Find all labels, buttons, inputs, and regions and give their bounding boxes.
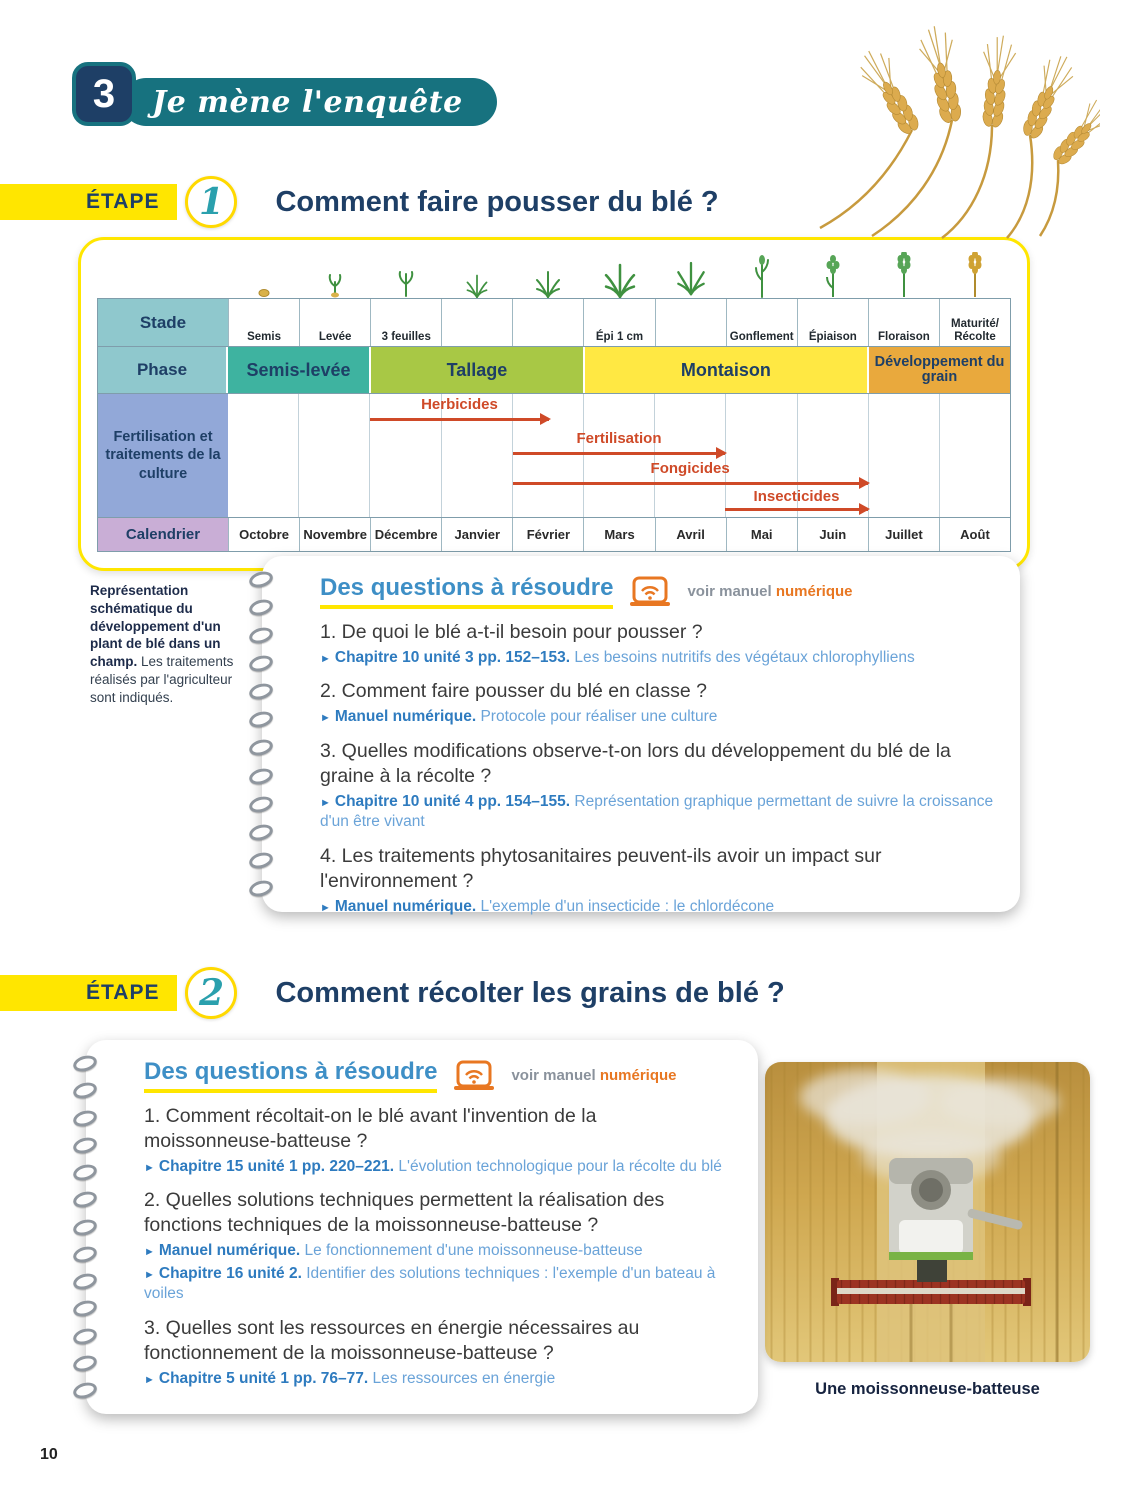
question-ref [144, 1264, 732, 1305]
growth-stage-icons-row [97, 248, 1011, 298]
fertilisation-label: Fertilisation [576, 430, 662, 447]
see-manual-text: voir manuel [511, 1067, 596, 1084]
phase-row [98, 347, 1010, 394]
spiral-ring [71, 1298, 98, 1319]
spiral-ring [71, 1216, 98, 1237]
page-title-banner [122, 78, 497, 126]
etape-1-number-badge [185, 176, 237, 228]
spiral-ring [247, 653, 274, 674]
month-cell: Mars [583, 518, 654, 551]
spiral-ring [247, 681, 274, 702]
ref-marker-icon: ► [320, 712, 331, 725]
stade-cell: Gonflement [726, 299, 797, 346]
question-ref [320, 897, 994, 917]
spiral-ring [247, 597, 274, 618]
questions-box-2 [86, 1040, 758, 1414]
diagram-caption-bold: Représentation schématique du développement d'un plant de blé dans un champ. [90, 583, 221, 670]
stem-extension-icon [655, 258, 726, 298]
spiral-ring [247, 709, 274, 730]
ref-marker-icon: ► [144, 1373, 155, 1386]
see-manual-accent: numérique [775, 583, 853, 600]
question-text: 4. Les traitements phytosanitaires peuvent-ils avoir un impact sur l'environnement ? [320, 844, 882, 892]
etape-2-number: 2 [198, 972, 224, 1014]
spiral-binding [249, 572, 273, 896]
spiral-ring [71, 1135, 98, 1156]
question-ref [320, 792, 994, 833]
ref-chapter: Manuel numérique. [158, 1242, 301, 1260]
stade-cell: 3 feuilles [370, 299, 441, 346]
spiral-ring [247, 794, 274, 815]
phase-row-label: Phase [98, 347, 228, 393]
ref-chapter: Chapitre 10 unité 3 pp. 152–153. [334, 648, 571, 666]
treatments-grid-lines [228, 394, 1010, 517]
ref-marker-icon: ► [144, 1268, 155, 1281]
ref-chapter: Chapitre 5 unité 1 pp. 76–77. [158, 1369, 369, 1387]
spiral-ring [247, 878, 274, 899]
ref-chapter: Chapitre 15 unité 1 pp. 220–221. [158, 1157, 395, 1175]
phase-cell-montaison: Montaison [583, 347, 867, 393]
spiral-ring [71, 1162, 98, 1183]
booting-stem-icon [726, 254, 797, 298]
etape-1-heading: Comment faire pousser du blé ? [275, 185, 719, 218]
ref-description: L'évolution technologique pour la récolte du blé [398, 1157, 722, 1175]
see-digital-manual-note [687, 583, 852, 600]
questions-title: Des questions à résoudre [144, 1058, 437, 1093]
chapter-number-badge [72, 62, 136, 126]
heading-ear-icon [798, 254, 869, 298]
stade-cell [655, 299, 726, 346]
ref-description: Le fonctionnement d'une moissonneuse-batteuse [304, 1242, 643, 1260]
see-manual-accent: numérique [599, 1067, 677, 1084]
question-ref [320, 648, 994, 668]
photo-caption: Une moissonneuse-batteuse [815, 1380, 1040, 1398]
questions-header [144, 1058, 732, 1093]
fongicides-label: Fongicides [650, 460, 730, 477]
questions-header [320, 574, 994, 609]
calendar-row [98, 518, 1010, 551]
page-number: 10 [40, 1446, 58, 1463]
ref-description: L'exemple d'un insecticide : le chlordécone [480, 897, 775, 915]
stade-cell: Maturité/ Récolte [939, 299, 1010, 346]
etape-2-header [0, 967, 785, 1019]
combine-harvester-photo [765, 1062, 1090, 1362]
herbicides-arrow [370, 418, 548, 421]
month-cell: Novembre [299, 518, 370, 551]
phase-cell-developpement: Développement du grain [867, 347, 1010, 393]
tillering-small-icon [442, 272, 513, 298]
etape-2-heading: Comment récolter les grains de blé ? [275, 976, 785, 1009]
wifi-laptop-icon [629, 576, 671, 608]
ref-chapter: Manuel numérique. [334, 897, 477, 915]
questions-title: Des questions à résoudre [320, 574, 613, 609]
question-text: 3. Quelles sont les ressources en énergie nécessaires au fonctionnement de la moissonneuse-batteuse ? [144, 1316, 640, 1364]
calendar-row-label: Calendrier [98, 518, 228, 551]
etape-1-number: 1 [198, 181, 224, 223]
ref-marker-icon: ► [320, 796, 331, 809]
stade-cell: Floraison [868, 299, 939, 346]
ref-marker-icon: ► [144, 1246, 155, 1259]
question-ref [320, 707, 994, 727]
herbicides-label: Herbicides [421, 396, 498, 413]
month-cell: Octobre [228, 518, 299, 551]
spiral-ring [71, 1080, 98, 1101]
ref-description: Les besoins nutritifs des végétaux chlorophylliens [574, 648, 915, 666]
stade-cell: Semis [228, 299, 299, 346]
chapter-number: 3 [92, 71, 116, 116]
spiral-ring [71, 1271, 98, 1292]
seed-icon [228, 288, 299, 298]
golden-ear-icon [940, 252, 1011, 298]
diagram-caption-text: Les traitements réalisés par l'agriculteur sont indiqués. [90, 654, 234, 705]
stade-cell [512, 299, 583, 346]
green-ear-icon [869, 252, 940, 298]
stade-row [98, 299, 1010, 347]
ref-chapter: Manuel numérique. [334, 708, 477, 726]
stade-cell: Épi 1 cm [583, 299, 654, 346]
spiral-ring [247, 625, 274, 646]
phase-cell-semis-levee: Semis-levée [228, 347, 369, 393]
spiral-ring [71, 1353, 98, 1374]
spiral-binding [73, 1056, 97, 1398]
insecticides-arrow [725, 508, 867, 511]
question-ref [144, 1369, 732, 1389]
spiral-ring [71, 1325, 98, 1346]
treatments-row-label: Fertilisation et traitements de la culture [98, 394, 228, 517]
ref-description: Protocole pour réaliser une culture [480, 708, 718, 726]
ref-chapter: Chapitre 16 unité 2. [158, 1264, 302, 1282]
etape-2-number-badge [185, 967, 237, 1019]
ref-description: Les ressources en énergie [372, 1369, 556, 1387]
page-title: Je mène l'enquête [152, 84, 463, 120]
treatments-row [98, 394, 1010, 518]
spiral-ring [71, 1053, 98, 1074]
etape-1-label: ÉTAPE [0, 184, 177, 220]
ref-marker-icon: ► [144, 1161, 155, 1174]
month-cell: Janvier [441, 518, 512, 551]
spiral-ring [247, 766, 274, 787]
questions-box-1 [262, 556, 1020, 915]
spiral-ring [247, 822, 274, 843]
ref-description: Représentation graphique permettant de suivre la croissance d'un être vivant [320, 792, 994, 831]
insecticides-label: Insecticides [753, 488, 840, 505]
spiral-ring [71, 1244, 98, 1265]
question-text: 2. Quelles solutions techniques permettent la réalisation des fonctions techniques de la moissonneuse-batteuse ? [144, 1189, 665, 1237]
fertilisation-arrow [513, 452, 726, 455]
month-cell: Février [512, 518, 583, 551]
diagram-caption [90, 582, 245, 707]
wheat-development-diagram [78, 237, 1030, 571]
question-ref [144, 1241, 732, 1261]
spiral-ring [247, 737, 274, 758]
month-cell: Juin [797, 518, 868, 551]
spiral-ring [247, 850, 274, 871]
etape-1-header [0, 176, 719, 228]
stade-cell: Épiaison [797, 299, 868, 346]
stade-row-label: Stade [98, 299, 228, 346]
spiral-ring [247, 569, 274, 590]
month-cell: Août [939, 518, 1010, 551]
spiral-ring [71, 1189, 98, 1210]
ref-chapter: Chapitre 10 unité 4 pp. 154–155. [334, 792, 571, 810]
question-text: 2. Comment faire pousser du blé en classe ? [320, 680, 707, 703]
seedling-icon [299, 272, 370, 298]
stade-cell: Levée [299, 299, 370, 346]
see-manual-text: voir manuel [687, 583, 772, 600]
phase-cell-tallage: Tallage [369, 347, 583, 393]
ref-marker-icon: ► [320, 901, 331, 914]
three-leaves-icon [370, 268, 441, 298]
wheat-ears-photo [790, 8, 1100, 240]
month-cell: Mai [726, 518, 797, 551]
tillering-icon [513, 268, 584, 298]
spiral-ring [71, 1380, 98, 1401]
etape-2-label: ÉTAPE [0, 975, 177, 1011]
growth-table [97, 298, 1011, 552]
treatments-timeline [228, 394, 1010, 517]
spiral-ring [71, 1107, 98, 1128]
wifi-laptop-icon [453, 1060, 495, 1092]
ref-description: Identifier des solutions techniques : l'exemple d'un bateau à voiles [144, 1264, 716, 1303]
question-text: 1. Comment récoltait-on le blé avant l'invention de la moissonneuse-batteuse ? [144, 1105, 597, 1152]
question-ref [144, 1157, 732, 1177]
fongicides-arrow [513, 482, 868, 485]
see-digital-manual-note [511, 1067, 676, 1084]
stade-cell [441, 299, 512, 346]
month-cell: Avril [655, 518, 726, 551]
month-cell: Juillet [868, 518, 939, 551]
ref-marker-icon: ► [320, 652, 331, 665]
tillering-large-icon [584, 260, 655, 298]
question-text: 1. De quoi le blé a-t-il besoin pour pousser ? [320, 621, 703, 643]
question-text: 3. Quelles modifications observe-t-on lors du développement du blé de la graine à la récolte ? [320, 739, 951, 787]
month-cell: Décembre [370, 518, 441, 551]
